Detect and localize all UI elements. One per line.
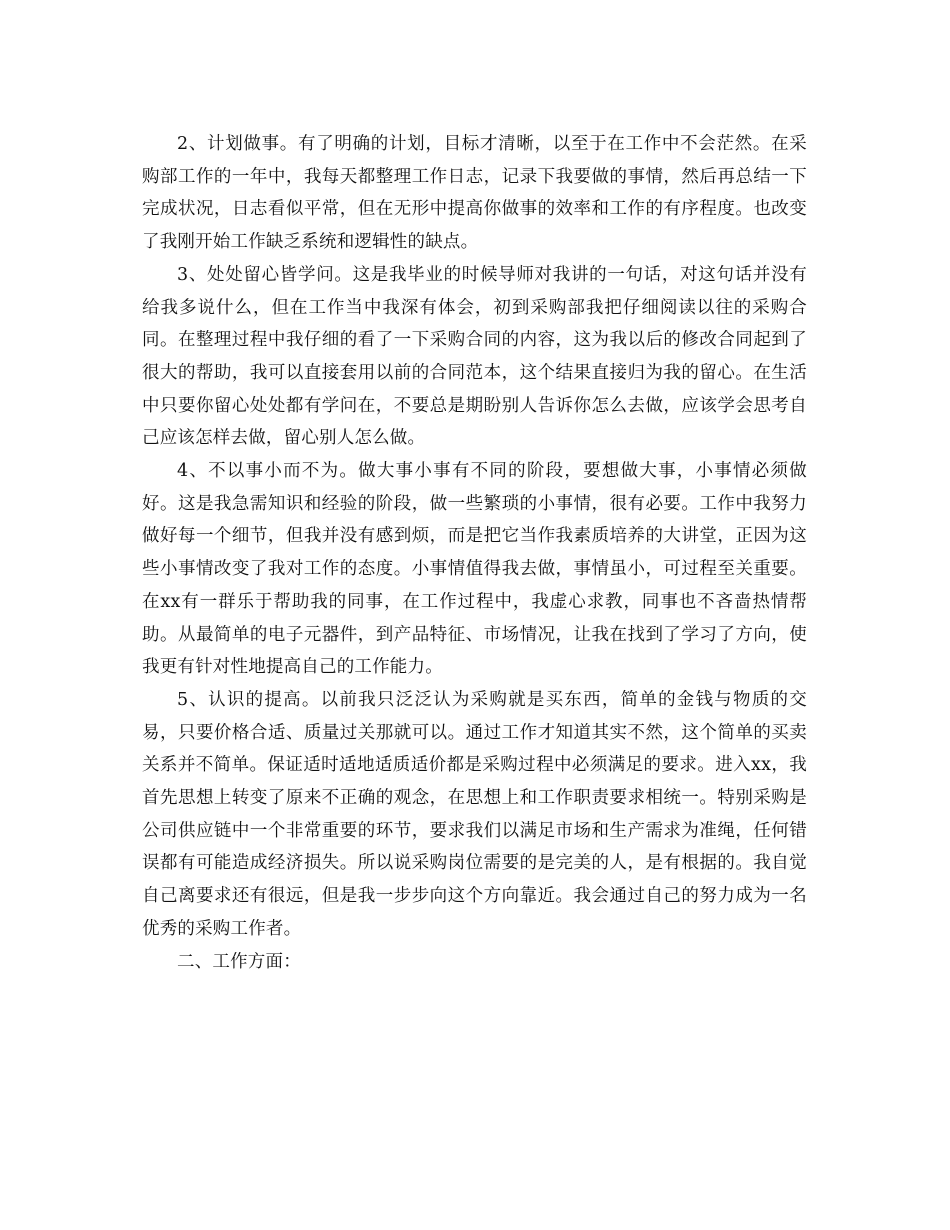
paragraph-plan-work: 2、计划做事。有了明确的计划，目标才清晰，以至于在工作中不会茫然。在采购部工作的一年中，我每天都整理工作日志，记录下我要做的事情，然后再总结一下完成状况，日志看似平常，但在无形中提高你做事的效率和工作的有序程度。也改变了我刚开始工作缺乏系统和逻辑性的缺点。 [142,134,807,253]
section-heading-work: 二、工作方面： [177,951,301,972]
document-body [142,128,807,978]
paragraph-understanding-improvement: 5、认识的提高。以前我只泛泛认为采购就是买东西，简单的金钱与物质的交易，只要价格合适、质量过关那就可以。通过工作才知道其实不然，这个简单的买卖关系并不简单。保证适时适地适质适价都是采购过程中必须满足的要求。进入xx，我首先思想上转变了原来不正确的观念，在思想上和工作职责要求相统一。特别采购是公司供应链中一个非常重要的环节，要求我们以满足市场和生产需求为准绳，任何错误都有可能造成经济损失。所以说采购岗位需要的是完美的人，是有根据的。我自觉自己离要求还有很远，但是我一步步向这个方向靠近。我会通过自己的努力成为一名优秀的采购工作者。 [142,689,807,939]
paragraph-attentive-learning: 3、处处留心皆学问。这是我毕业的时候导师对我讲的一句话，对这句话并没有给我多说什么，但在工作当中我深有体会，初到采购部我把仔细阅读以往的采购合同。在整理过程中我仔细的看了一下采购合同的内容，这为我以后的修改合同起到了很大的帮助，我可以直接套用以前的合同范本，这个结果直接归为我的留心。在生活中只要你留心处处都有学问在，不要总是期盼别人告诉你怎么去做，应该学会思考自己应该怎样去做，留心别人怎么做。 [142,264,807,449]
paragraph-small-things: 4、不以事小而不为。做大事小事有不同的阶段，要想做大事，小事情必须做好。这是我急需知识和经验的阶段，做一些繁琐的小事情，很有必要。工作中我努力做好每一个细节，但我并没有感到烦，而是把它当作我素质培养的大讲堂，正因为这些小事情改变了我对工作的态度。小事情值得我去做，事情虽小，可过程至关重要。在xx有一群乐于帮助我的同事，在工作过程中，我虚心求教，同事也不吝啬热情帮助。从最简单的电子元器件，到产品特征、市场情况，让我在找到了学习了方向，使我更有针对性地提高自己的工作能力。 [142,461,807,678]
